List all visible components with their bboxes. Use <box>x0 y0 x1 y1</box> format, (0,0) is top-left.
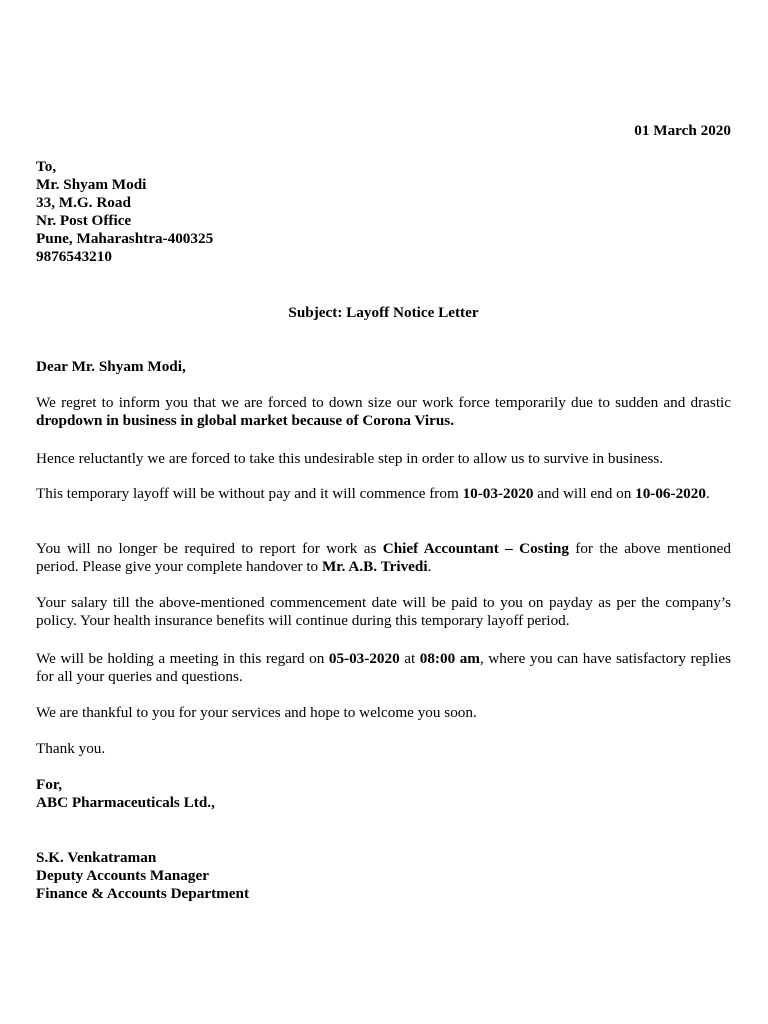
p2-text: Hence reluctantly we are forced to take this undesirable step in order to allow us to survive in business. <box>36 450 664 467</box>
paragraph-6 <box>36 650 731 686</box>
letter-date: 01 March 2020 <box>634 122 731 139</box>
salutation: Dear Mr. Shyam Modi, <box>36 358 186 375</box>
recipient-name: Mr. Shyam Modi <box>36 176 147 193</box>
layoff-start-date: 10-03-2020 <box>462 485 534 502</box>
meeting-time: 08:00 am <box>419 650 480 667</box>
letter-subject: Subject: Layoff Notice Letter <box>288 304 479 321</box>
meeting-date: 05-03-2020 <box>328 650 400 667</box>
recipient-address <box>36 158 731 266</box>
paragraph-4 <box>36 540 731 576</box>
address-line-2: Nr. Post Office <box>36 212 132 229</box>
p6-text-b: at <box>399 650 420 667</box>
p6-text-c: , where you can have satisfactory replies for all your queries and questions. <box>36 650 731 685</box>
position-title: Chief Accountant – Costing <box>382 540 569 557</box>
recipient-phone: 9876543210 <box>36 248 112 265</box>
address-to: To, <box>36 158 57 175</box>
p4-text-b: for the above mentioned period. Please give your complete handover to <box>36 540 731 575</box>
paragraph-5 <box>36 594 731 630</box>
p3-text-a: This temporary layoff will be without pay and it will commence from <box>36 485 463 502</box>
layoff-end-date: 10-06-2020 <box>635 485 706 502</box>
p1-text: We regret to inform you that we are forced to down size our work force temporarily due to sudden and drastic <box>36 394 731 411</box>
closing-block <box>36 776 731 812</box>
address-line-1: 33, M.G. Road <box>36 194 131 211</box>
signatory-title: Deputy Accounts Manager <box>36 867 209 884</box>
p7-text: We are thankful to you for your services and hope to welcome you soon. <box>36 704 477 721</box>
p1-bold-text: dropdown in business in global market because of Corona Virus. <box>36 412 455 429</box>
p5-text: Your salary till the above-mentioned commencement date will be paid to you on payday as per the company’s policy. Your health insurance benefits will continue during this temporary layoff period. <box>36 594 731 629</box>
p4-text-a: You will no longer be required to report for work as <box>36 540 383 557</box>
closing-for: For, <box>36 776 63 793</box>
letter-page <box>36 0 731 1024</box>
p3-text-b: and will end on <box>533 485 636 502</box>
p4-text-c: . <box>427 558 432 575</box>
paragraph-7 <box>36 704 731 722</box>
paragraph-1 <box>36 394 731 430</box>
thank-you-line: Thank you. <box>36 740 106 757</box>
handover-person: Mr. A.B. Trivedi <box>321 558 428 575</box>
paragraph-2 <box>36 450 731 468</box>
signatory-name: S.K. Venkatraman <box>36 849 157 866</box>
address-line-3: Pune, Maharashtra-400325 <box>36 230 214 247</box>
signatory-department: Finance & Accounts Department <box>36 885 250 902</box>
p6-text-a: We will be holding a meeting in this regard on <box>36 650 329 667</box>
paragraph-3 <box>36 485 731 503</box>
signature-block <box>36 849 731 903</box>
company-name: ABC Pharmaceuticals Ltd., <box>36 794 215 811</box>
p3-text-c: . <box>705 485 710 502</box>
